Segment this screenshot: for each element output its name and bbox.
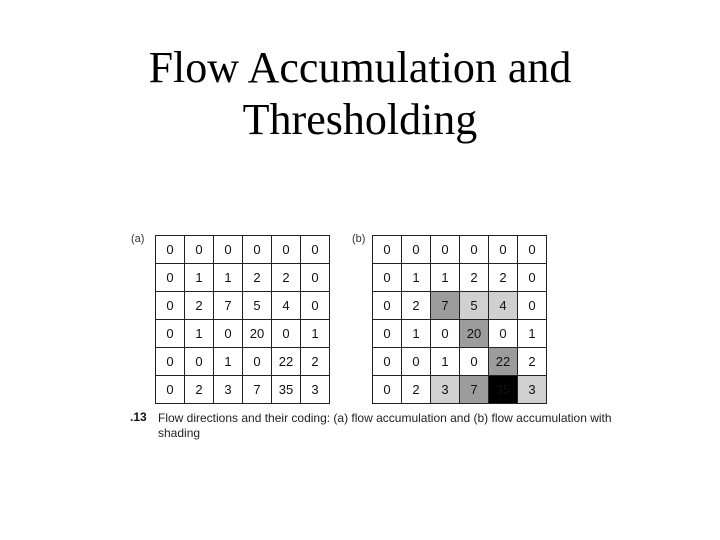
grid-cell: 2 [460, 264, 489, 292]
grid-cell: 0 [373, 320, 402, 348]
grid-row [373, 292, 547, 320]
grid-cell: 2 [402, 292, 431, 320]
grid-cell: 0 [373, 264, 402, 292]
grid-cell: 20 [243, 320, 272, 348]
grid-cell: 5 [460, 292, 489, 320]
grid-cell: 0 [431, 236, 460, 264]
grid-cell: 0 [301, 236, 330, 264]
grid-cell: 0 [489, 236, 518, 264]
grid-cell: 1 [518, 320, 547, 348]
grid-cell: 2 [185, 376, 214, 404]
slide-title-line-1: Flow Accumulation and [148, 43, 572, 92]
grid-cell: 4 [272, 292, 301, 320]
grid-cell: 3 [431, 376, 460, 404]
grid-cell: 0 [301, 292, 330, 320]
grid-cell: 0 [373, 292, 402, 320]
grid-cell: 7 [460, 376, 489, 404]
grid-cell: 1 [214, 264, 243, 292]
grid-cell: 2 [402, 376, 431, 404]
grid-cell: 7 [431, 292, 460, 320]
grid-row [156, 292, 330, 320]
slide-title-line-2: Thresholding [242, 95, 478, 144]
grid-cell: 3 [518, 376, 547, 404]
grid-cell: 0 [156, 292, 185, 320]
panel-b-label: (b) [352, 233, 366, 245]
grid-row [373, 348, 547, 376]
grid-cell: 1 [214, 348, 243, 376]
grid-cell: 0 [214, 236, 243, 264]
flow-accumulation-grid [155, 235, 330, 404]
figure-number: .13 [130, 410, 147, 424]
shaded-flow-accumulation-grid [372, 235, 547, 404]
grid-cell: 0 [518, 236, 547, 264]
grid-cell: 2 [489, 264, 518, 292]
grid-cell: 0 [402, 236, 431, 264]
grid-cell: 0 [156, 376, 185, 404]
grid-cell: 7 [214, 292, 243, 320]
grid-cell: 35 [272, 376, 301, 404]
grid-cell: 4 [489, 292, 518, 320]
grid-row [373, 376, 547, 404]
grid-cell: 0 [156, 320, 185, 348]
grid-cell: 0 [214, 320, 243, 348]
grid-cell: 0 [243, 236, 272, 264]
grid-cell: 0 [373, 348, 402, 376]
grid-cell: 1 [301, 320, 330, 348]
grid-row [156, 264, 330, 292]
grid-row [156, 348, 330, 376]
grid-row [373, 320, 547, 348]
grid-cell: 0 [460, 236, 489, 264]
grid-cell: 22 [489, 348, 518, 376]
grid-cell: 22 [272, 348, 301, 376]
panel-a-label: (a) [131, 233, 145, 245]
grid-cell: 3 [301, 376, 330, 404]
grid-cell: 0 [185, 236, 214, 264]
grid-cell: 0 [373, 236, 402, 264]
grid-cell: 0 [431, 320, 460, 348]
grid-row [373, 236, 547, 264]
grid-cell: 1 [402, 264, 431, 292]
grid-cell: 0 [301, 264, 330, 292]
grid-cell: 0 [243, 348, 272, 376]
grid-cell: 0 [272, 236, 301, 264]
grid-cell: 2 [243, 264, 272, 292]
grid-cell: 2 [518, 348, 547, 376]
grid-cell: 0 [518, 264, 547, 292]
grid-cell: 35 [489, 376, 518, 404]
grid-cell: 0 [272, 320, 301, 348]
grid-cell: 0 [156, 264, 185, 292]
grid-cell: 0 [373, 376, 402, 404]
grid-cell: 2 [272, 264, 301, 292]
grid-cell: 7 [243, 376, 272, 404]
grid-cell: 1 [185, 320, 214, 348]
slide-title [0, 42, 720, 146]
grid-row [156, 320, 330, 348]
grid-cell: 0 [518, 292, 547, 320]
grid-cell: 1 [402, 320, 431, 348]
grid-row [373, 264, 547, 292]
grid-cell: 3 [214, 376, 243, 404]
grid-cell: 0 [156, 236, 185, 264]
grid-cell: 0 [156, 348, 185, 376]
grid-cell: 1 [431, 264, 460, 292]
grid-row [156, 236, 330, 264]
grid-cell: 0 [402, 348, 431, 376]
grid-cell: 0 [489, 320, 518, 348]
grid-row [156, 376, 330, 404]
grid-cell: 20 [460, 320, 489, 348]
grid-cell: 2 [301, 348, 330, 376]
figure-caption: Flow directions and their coding: (a) flow accumulation and (b) flow accumulation with shading [158, 411, 612, 440]
grid-cell: 0 [460, 348, 489, 376]
grid-cell: 5 [243, 292, 272, 320]
grid-cell: 2 [185, 292, 214, 320]
grid-cell: 0 [185, 348, 214, 376]
grid-cell: 1 [185, 264, 214, 292]
grid-cell: 1 [431, 348, 460, 376]
